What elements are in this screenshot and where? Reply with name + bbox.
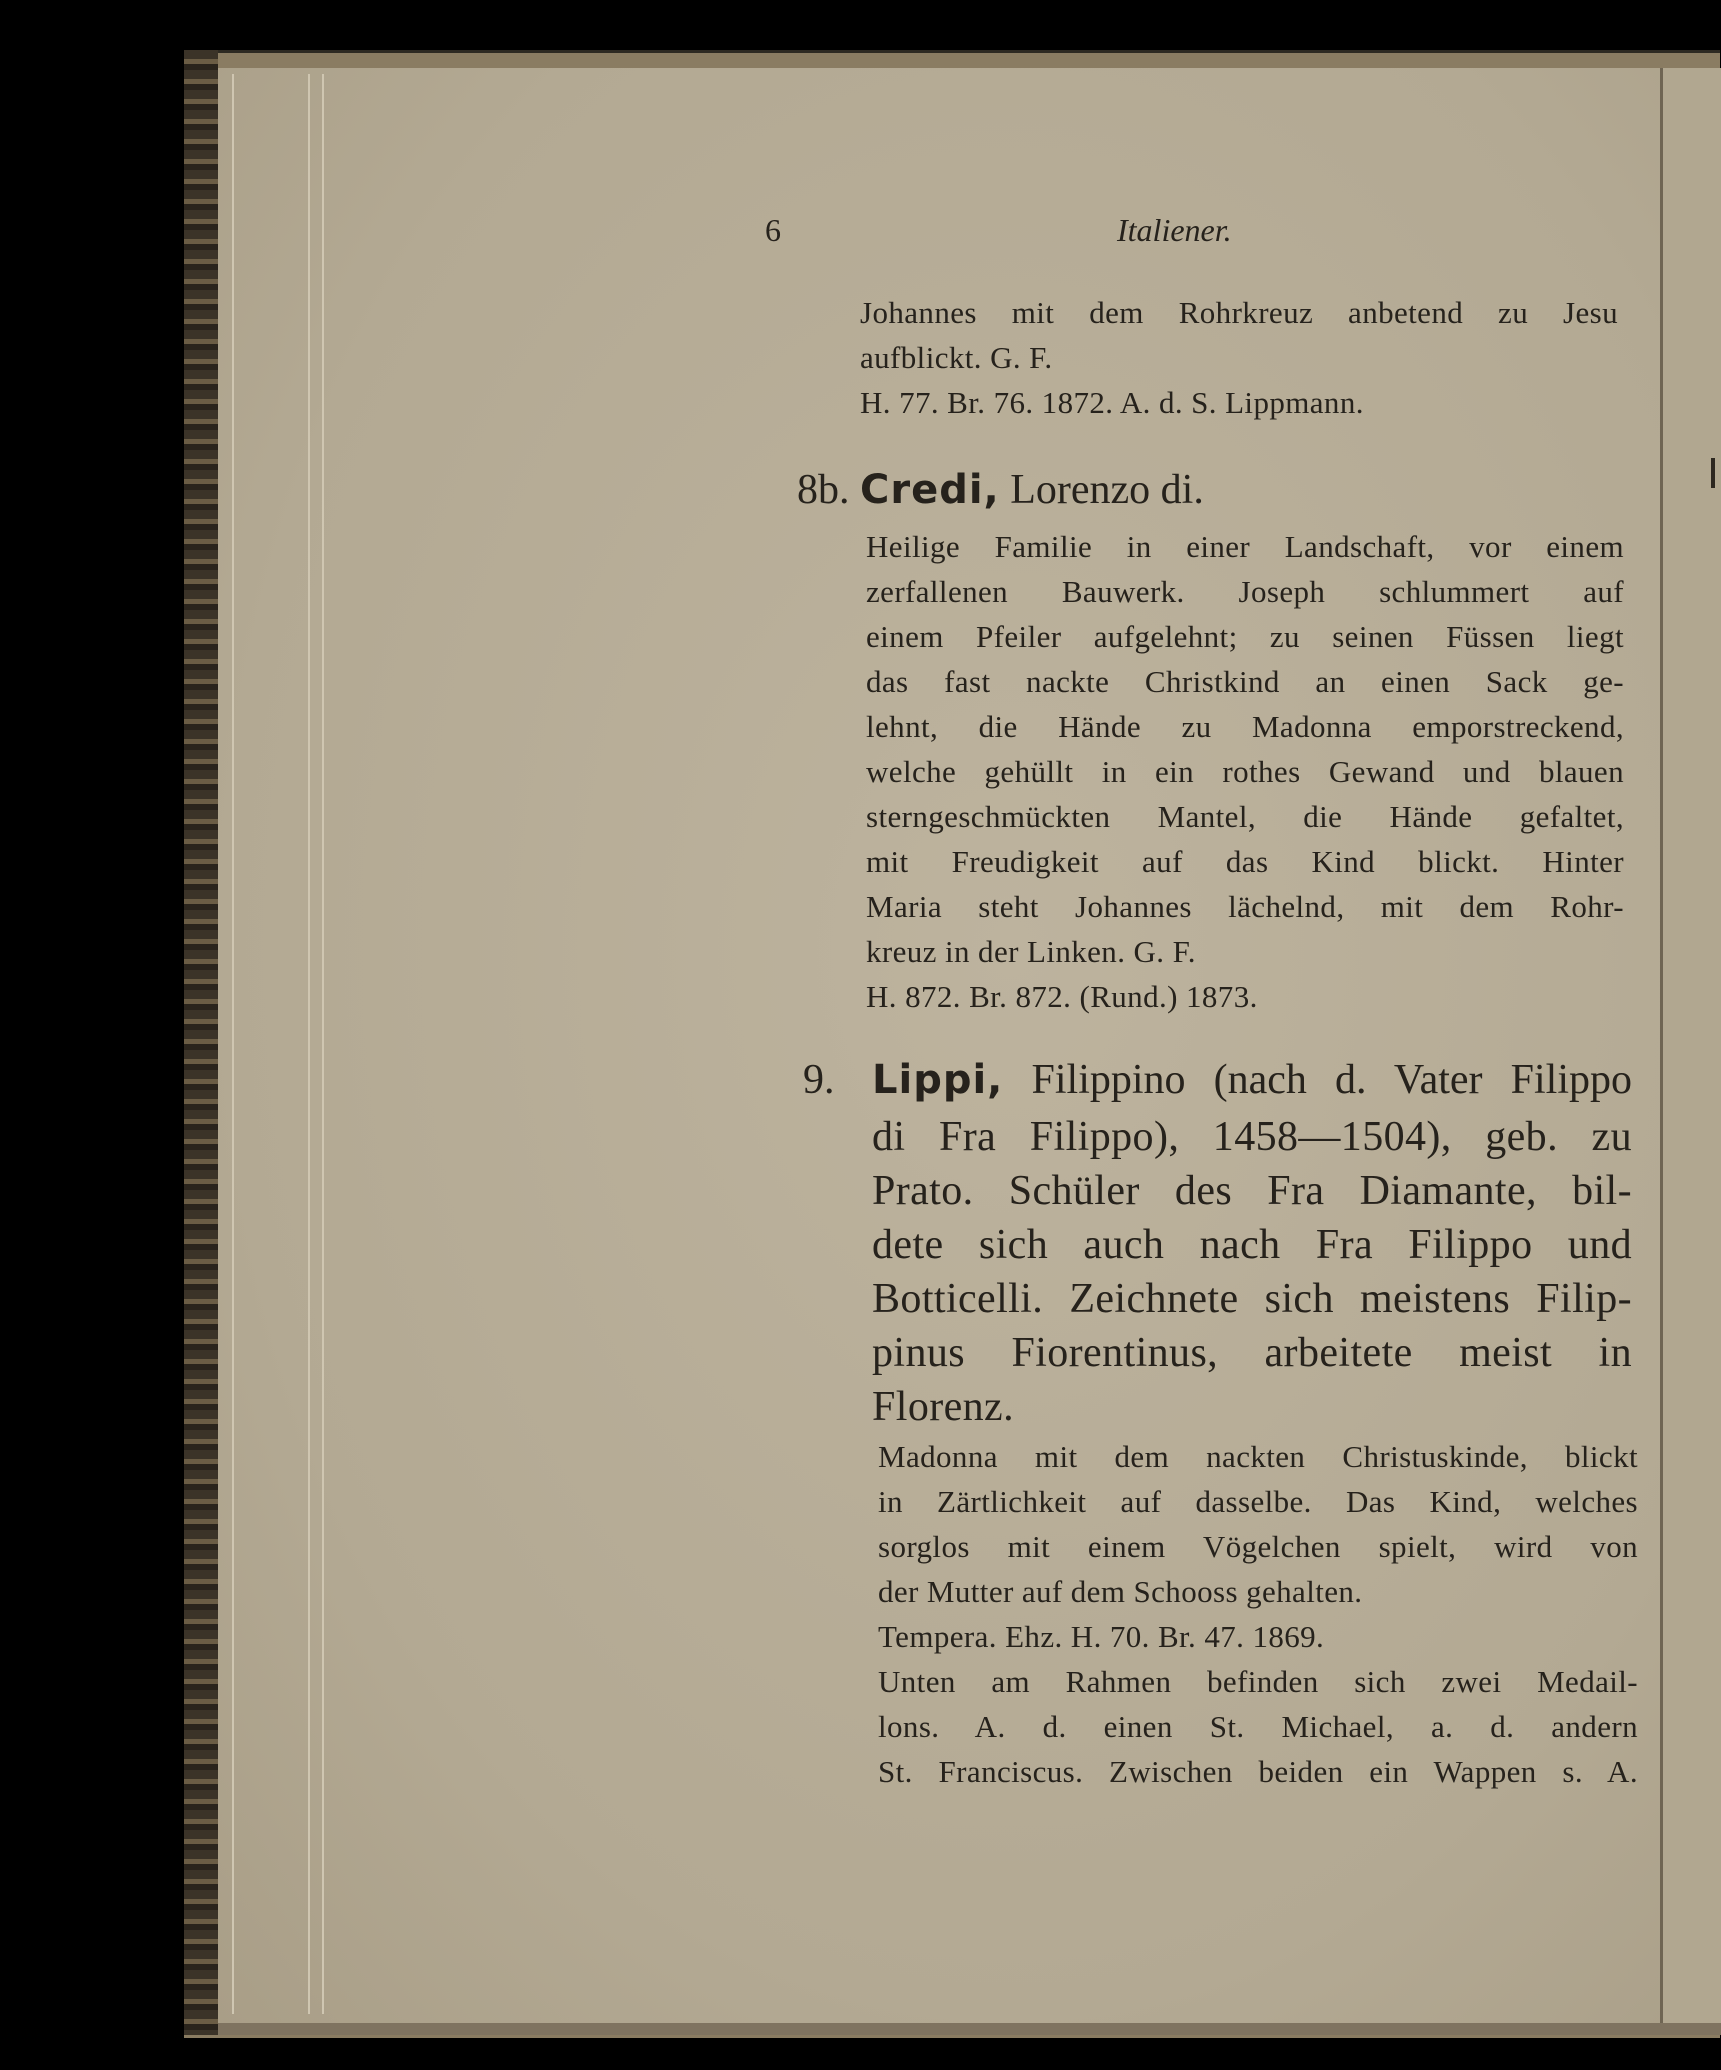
text-line: Tempera. Ehz. H. 70. Br. 47. 1869. xyxy=(878,1619,1325,1654)
text-line: mit Freudigkeit auf das Kind blickt. Hinter xyxy=(866,844,1624,879)
text-line: welche gehüllt in ein rothes Gewand und blauen xyxy=(866,754,1624,789)
book-spine xyxy=(184,50,218,2035)
text-line: kreuz in der Linken. G. F. xyxy=(866,934,1196,969)
text-line: lehnt, die Hände zu Madonna emporstreckend, xyxy=(866,709,1624,744)
text-line: Johannes mit dem Rohrkreuz anbetend zu Jesu xyxy=(860,295,1618,330)
text-line: di Fra Filippo), 1458—1504), geb. zu xyxy=(872,1114,1632,1160)
page-number: 6 xyxy=(765,212,781,248)
text-line: sorglos mit einem Vögelchen spielt, wird von xyxy=(878,1529,1638,1564)
text-line: Florenz. xyxy=(872,1384,1014,1430)
text-line: Prato. Schüler des Fra Diamante, bil- xyxy=(872,1168,1632,1214)
text-line: sterngeschmückten Mantel, die Hände gefaltet, xyxy=(866,799,1624,834)
text-line: pinus Fiorentinus, arbeitete meist in xyxy=(872,1330,1632,1376)
page-bottom-edge xyxy=(218,2023,1721,2035)
entry-number: 9. xyxy=(803,1057,835,1103)
entry-heading xyxy=(872,1056,1632,1104)
text-line: Botticelli. Zeichnete sich meistens Filip- xyxy=(872,1276,1632,1322)
text-line: einem Pfeiler aufgelehnt; zu seinen Füssen liegt xyxy=(866,619,1624,654)
artist-name: Credi, xyxy=(860,467,1000,513)
text-line: in Zärtlichkeit auf dasselbe. Das Kind, welches xyxy=(878,1484,1638,1519)
text-line: Madonna mit dem nackten Christuskinde, blickt xyxy=(878,1439,1638,1474)
text-line: lons. A. d. einen St. Michael, a. d. andern xyxy=(878,1709,1638,1744)
text-line: St. Franciscus. Zwischen beiden ein Wappen s. A. xyxy=(878,1754,1638,1789)
page-edge xyxy=(322,74,324,2014)
running-head xyxy=(765,212,1285,252)
text-line: dete sich auch nach Fra Filippo und xyxy=(872,1222,1632,1268)
artist-given-name: Lorenzo di. xyxy=(999,467,1204,513)
text-line: aufblickt. G. F. xyxy=(860,340,1053,375)
artist-name: Lippi, xyxy=(872,1057,1004,1103)
entry-description xyxy=(878,1434,1638,1794)
text-line: Maria steht Johannes lächelnd, mit dem Rohr- xyxy=(866,889,1624,924)
text-line: das fast nackte Christkind an einen Sack ge- xyxy=(866,664,1624,699)
text-line: Unten am Rahmen befinden sich zwei Medail- xyxy=(878,1664,1638,1699)
entry-heading xyxy=(860,466,1204,514)
text-line: H. 872. Br. 872. (Rund.) 1873. xyxy=(866,979,1258,1014)
page-edge xyxy=(232,74,234,2014)
entry-number: 8b. xyxy=(797,467,850,513)
facing-page-glyph xyxy=(1711,458,1715,488)
artist-biography xyxy=(872,1110,1632,1434)
artist-given-name: Filippino (nach d. Vater Filippo xyxy=(1003,1057,1632,1103)
text-line: Heilige Familie in einer Landschaft, vor einem xyxy=(866,529,1624,564)
continuation-text xyxy=(860,290,1618,425)
text-line: der Mutter auf dem Schooss gehalten. xyxy=(878,1574,1363,1609)
page-edge xyxy=(308,74,310,2014)
text-line: zerfallenen Bauwerk. Joseph schlummert auf xyxy=(866,574,1624,609)
facing-page-strip xyxy=(1660,68,1721,2023)
running-title: Italiener. xyxy=(1117,212,1232,248)
text-line: H. 77. Br. 76. 1872. A. d. S. Lippmann. xyxy=(860,385,1364,420)
entry-description xyxy=(866,524,1624,1019)
